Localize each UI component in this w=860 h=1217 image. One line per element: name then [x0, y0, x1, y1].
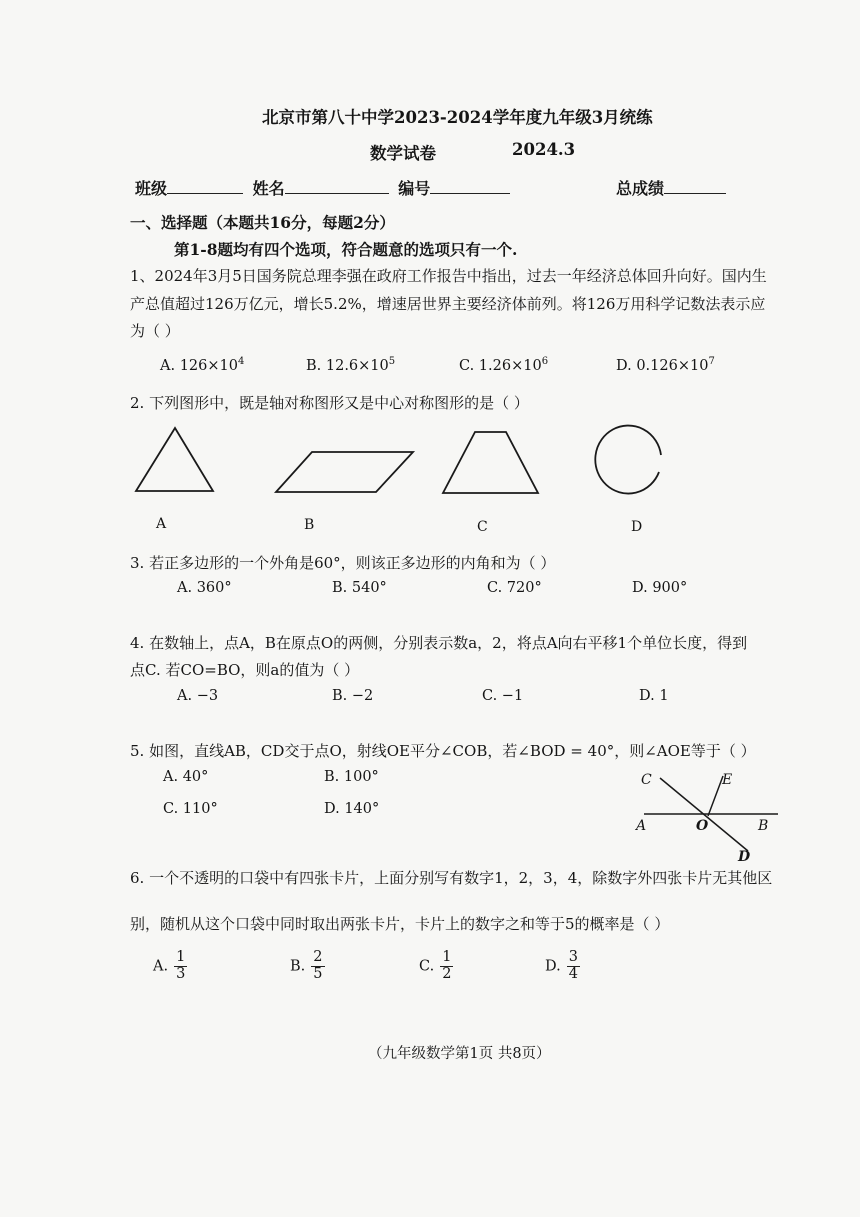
q6-option-d[interactable]: D. $\frac{3}{4}$: [545, 949, 578, 982]
trapezoid-shape: [443, 432, 538, 493]
q2-figures: [0, 420, 860, 500]
page-footer: （九年级数学第1页 共8页）: [368, 1046, 551, 1062]
q5-line1: 5. 如图，直线AB，CD交于点O，射线OE平分∠COB，若∠BOD = 40°，则∠AOE等于（ ）: [130, 742, 756, 760]
exam-date: 2024.3: [512, 140, 576, 159]
info-fields: [135, 176, 510, 199]
q3-option-a[interactable]: A. 360°: [177, 580, 232, 596]
q4-line2: 点C. 若CO=BO，则a的值为（ ）: [130, 661, 360, 679]
q5-label-c: C: [641, 772, 652, 788]
q5-label-b: B: [758, 818, 769, 834]
q1-line2: 产总值超过126万亿元，增长5.2%，增速居世界主要经济体前列。将126万用科学记数法表示应: [130, 295, 766, 313]
exam-subject: 数学试卷: [370, 144, 436, 163]
number-blank[interactable]: [430, 178, 510, 194]
q5-label-a: A: [636, 818, 647, 834]
name-label: 姓名: [252, 179, 285, 198]
ray-oe: [708, 776, 723, 816]
q5-label-d: D: [738, 849, 751, 865]
q6-option-b[interactable]: B. $\frac{2}{5}$: [290, 949, 323, 982]
q1-option-d[interactable]: D. $0.126\times 10^7$: [616, 356, 715, 374]
q6-option-c[interactable]: C. $\frac{1}{2}$: [419, 949, 452, 982]
section-heading: 一、选择题（本题共16分，每题2分）: [130, 213, 395, 232]
q4-option-b[interactable]: B. −2: [332, 688, 374, 704]
section-instruction: 第1-8题均有四个选项，符合题意的选项只有一个.: [174, 240, 518, 259]
total-label: 总成绩: [616, 179, 665, 198]
total-score-field: [616, 176, 726, 199]
q5-option-a[interactable]: A. 40°: [163, 769, 209, 785]
q2-line1: 2. 下列图形中，既是轴对称图形又是中心对称图形的是（ ）: [130, 394, 529, 412]
number-label: 编号: [398, 179, 431, 198]
q6-line2: 别，随机从这个口袋中同时取出两张卡片，卡片上的数字之和等于5的概率是（ ）: [130, 915, 670, 933]
q6-option-a[interactable]: A. $\frac{1}{3}$: [153, 949, 186, 982]
q2-figure-label-d: D: [631, 519, 643, 535]
q4-option-d[interactable]: D. 1: [639, 688, 669, 704]
class-label: 班级: [135, 179, 168, 198]
q5-label-o: O: [696, 818, 709, 834]
name-blank[interactable]: [285, 178, 389, 194]
q4-option-c[interactable]: C. −1: [482, 688, 524, 704]
exam-title: 北京市第八十中学2023-2024学年度九年级3月统练: [262, 108, 653, 127]
q2-figure-label-b: B: [304, 517, 315, 533]
q1-option-c[interactable]: C. $1.26\times 10^6$: [459, 356, 549, 374]
q3-line1: 3. 若正多边形的一个外角是60°，则该正多边形的内角和为（ ）: [130, 554, 556, 572]
q4-option-a[interactable]: A. −3: [177, 688, 219, 704]
parallelogram-shape: [276, 452, 413, 492]
triangle-shape: [136, 428, 213, 491]
q5-option-b[interactable]: B. 100°: [324, 769, 379, 785]
q4-line1: 4. 在数轴上，点A，B在原点O的两侧，分别表示数a，2，将点A向右平移1个单位长度，得到: [130, 634, 748, 652]
q1-line1: 1、2024年3月5日国务院总理李强在政府工作报告中指出，过去一年经济总体回升向好。国内生: [130, 267, 767, 285]
q1-option-b[interactable]: B. $12.6\times 10^5$: [306, 356, 396, 374]
q5-option-c[interactable]: C. 110°: [163, 801, 218, 817]
q2-figure-label-c: C: [477, 519, 488, 535]
q1-line3: 为（ ）: [130, 322, 180, 340]
total-blank[interactable]: [664, 178, 726, 194]
q5-option-d[interactable]: D. 140°: [324, 801, 380, 817]
q3-option-b[interactable]: B. 540°: [332, 580, 387, 596]
q3-option-c[interactable]: C. 720°: [487, 580, 542, 596]
q6-line1: 6. 一个不透明的口袋中有四张卡片，上面分别写有数字1，2，3，4，除数字外四张卡片无其他区: [130, 869, 773, 887]
q1-option-a[interactable]: A. $126\times 10^4$: [160, 356, 245, 374]
class-blank[interactable]: [167, 178, 243, 194]
q2-figure-label-a: A: [156, 516, 167, 532]
circle-shape: [595, 426, 661, 494]
q3-option-d[interactable]: D. 900°: [632, 580, 688, 596]
q5-label-e: E: [722, 772, 733, 788]
